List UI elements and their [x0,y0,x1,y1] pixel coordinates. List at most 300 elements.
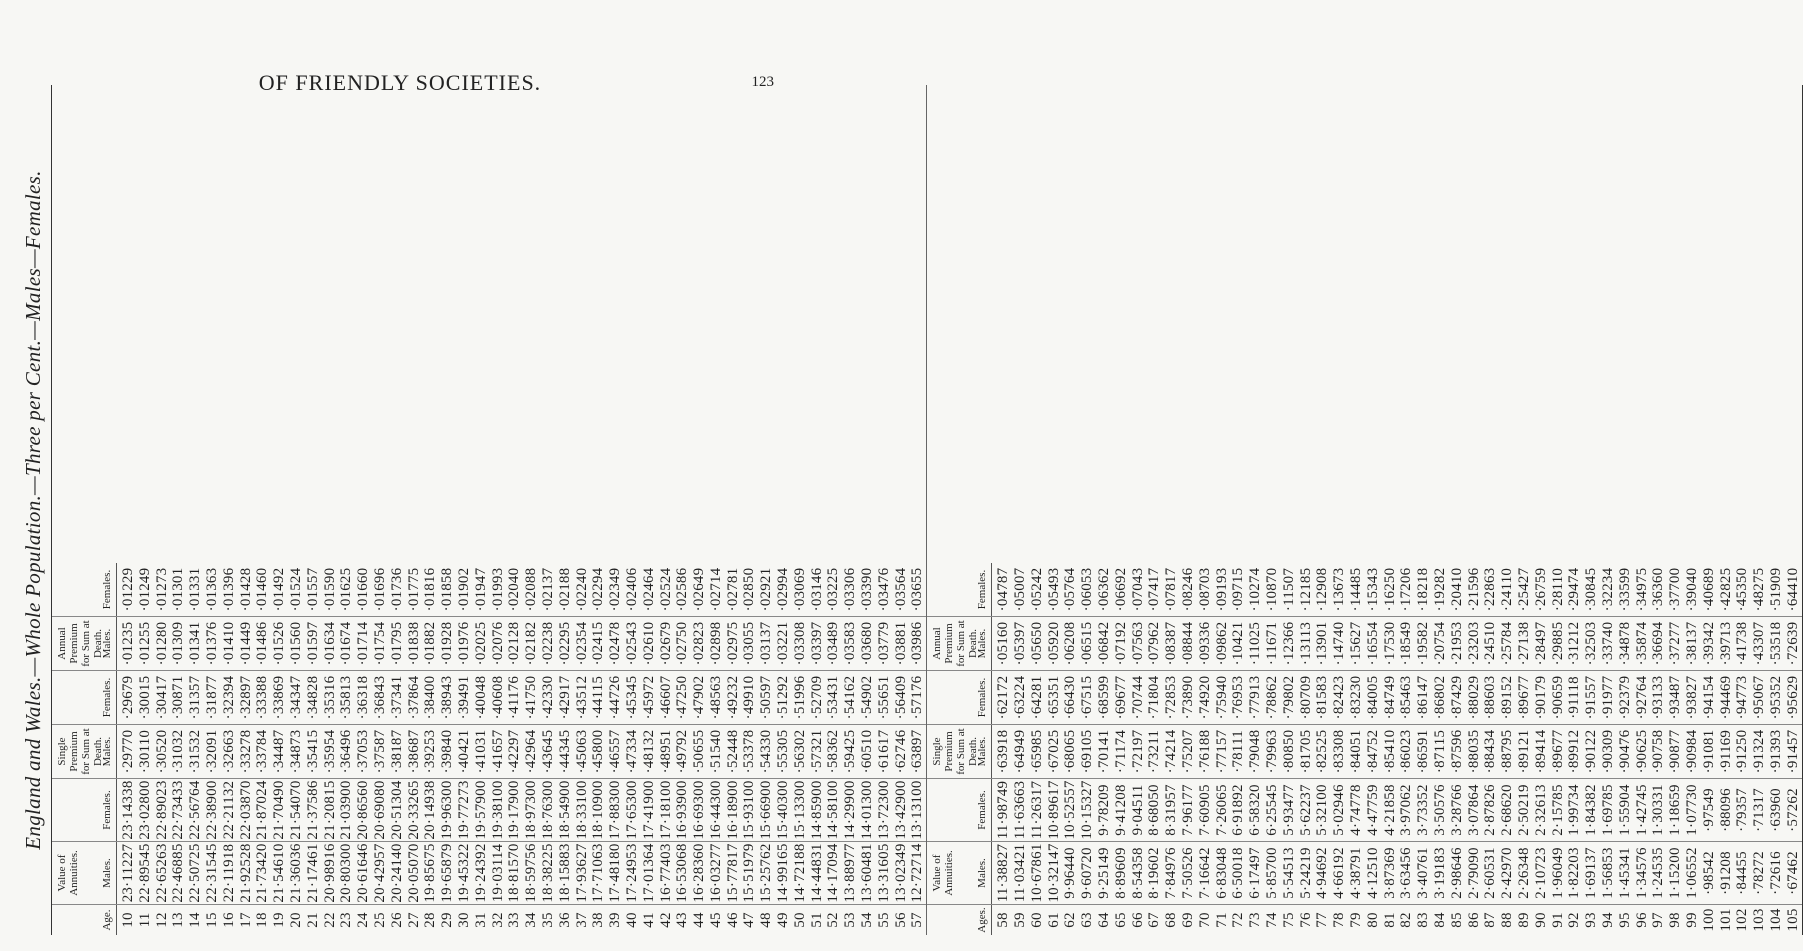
table-cell: ·01396 [220,567,237,612]
table-cell: ·42964 [523,729,540,774]
age-cell: 36 [556,912,573,928]
table-cell: ·76188 [1196,729,1213,774]
single-males-cells [992,725,1801,778]
table-cell: ·01301 [170,567,187,612]
table-cell: ·22863 [1482,567,1499,612]
table-cell: ·72639 [1784,621,1801,666]
table-cell: ·13673 [1331,567,1348,612]
table-cell: ·38400 [422,675,439,720]
single-females-column [927,671,1801,725]
table-cell: ·32091 [203,729,220,774]
single-males-column [52,725,926,779]
table-cell: ·47250 [674,675,691,720]
table-cell: ·70141 [1096,729,1113,774]
table-cell: ·78862 [1264,675,1280,720]
table-cell: ·03069 [791,567,808,612]
table-cell: 22·50725 [187,843,204,903]
table-cell: ·02464 [640,567,657,612]
table-cell: ·77157 [1213,729,1230,774]
age-cell: 20 [287,912,304,928]
age-cell: 89 [1515,912,1532,928]
table-cell: ·90122 [1583,729,1600,774]
table-cell: ·01526 [271,621,288,666]
age-cell: 105 [1784,908,1801,932]
table-cell: ·01428 [237,567,254,612]
age-cell: 46 [724,912,741,928]
table-cell: ·01486 [254,621,271,666]
age-cell: 30 [455,912,472,928]
table-cell: 6·91892 [1230,784,1247,836]
table-cell: ·67025 [1045,729,1062,774]
table-cell: ·03306 [842,567,859,612]
age-cells [992,905,1801,935]
table-cell: ·33784 [254,729,271,774]
table-cell: ·03137 [758,621,775,666]
table-cell: ·79963 [1264,729,1280,774]
single-females-header [52,671,117,724]
table-cell: ·07043 [1129,567,1146,612]
premium-table [51,85,1803,935]
table-cell: 22·56764 [187,780,204,840]
age-cell: 90 [1532,912,1549,928]
age-cell: 15 [203,912,220,928]
table-cell: ·38687 [405,729,422,774]
table-cell: ·54902 [859,675,876,720]
table-cell: 20·69080 [371,780,388,840]
table-cell: ·12185 [1297,567,1314,612]
age-cell: 99 [1683,912,1700,928]
table-cell: 18·97300 [523,780,540,840]
table-cell: ·02188 [556,567,573,612]
table-cell: ·31032 [170,729,187,774]
age-cell: 10 [120,912,136,928]
table-cell: ·14485 [1347,567,1364,612]
females-subheader: Females. [976,677,989,718]
table-cell: 21·54610 [271,843,288,903]
table-cell: 16·18900 [724,780,741,840]
table-cell: 3·07864 [1465,784,1482,836]
table-cell: ·02076 [489,621,506,666]
table-cell: 21·73420 [254,843,271,903]
table-cell: ·02349 [607,567,624,612]
table-cell: ·02354 [573,621,590,666]
table-cell: ·67515 [1079,675,1096,720]
table-cell: ·30015 [136,675,153,720]
table-cell: ·64949 [1012,729,1029,774]
table-cell: ·69677 [1112,675,1129,720]
table-cell: ·36694 [1650,621,1667,666]
age-cell: 92 [1566,912,1583,928]
table-cell: 18·81570 [506,843,523,903]
table-cell: ·02543 [623,621,640,666]
table-cell: ·64281 [1028,675,1045,720]
table-cell: ·93827 [1683,675,1700,720]
table-cell: ·02921 [758,567,775,612]
table-cell: ·77913 [1247,675,1264,720]
table-cell: ·91169 [1717,729,1734,774]
age-cell: 103 [1751,908,1768,932]
table-cell: 1·56853 [1599,847,1616,899]
age-cell: 13 [170,912,187,928]
table-cell: ·01714 [355,621,372,666]
annual-females-column [927,563,1801,617]
table-cell: ·03221 [775,621,792,666]
table-cell: 2·60531 [1482,847,1499,899]
table-cell: 8·54358 [1129,847,1146,899]
table-cell: 1·82203 [1566,847,1583,899]
table-cell: ·71804 [1146,675,1163,720]
table-cell: ·23203 [1465,621,1482,666]
table-cell: ·11671 [1264,621,1280,666]
age-cell: 54 [859,912,876,928]
table-cell: ·03680 [859,621,876,666]
table-cell: ·41738 [1734,621,1751,666]
table-cell: ·38943 [439,675,456,720]
table-cell: 14·44831 [808,843,825,903]
table-cell: ·84005 [1364,675,1381,720]
table-cell: ·37053 [355,729,372,774]
table-cell: ·01858 [439,567,456,612]
table-cell: ·30871 [170,675,187,720]
females-subheader: Females. [976,790,989,830]
table-cell: ·14740 [1331,621,1348,666]
table-cell: ·87429 [1448,675,1465,720]
table-cell: ·43307 [1751,621,1768,666]
table-cell: 19·85675 [422,843,439,903]
table-cell: 15·77817 [724,843,741,903]
table-cell: ·03986 [909,621,926,666]
table-cell: ·43645 [539,729,556,774]
age-cell: 73 [1247,912,1264,928]
table-cell: ·45800 [590,729,607,774]
table-cell: ·88603 [1482,675,1499,720]
table-cell: 14·72188 [791,843,808,903]
table-cell: 14·29900 [842,780,859,840]
table-cell: 22·46885 [170,843,187,903]
table-cell: ·51292 [775,675,792,720]
value-males-column [927,842,1801,905]
table-cell: ·87115 [1431,729,1448,774]
table-cell: ·19582 [1415,621,1432,666]
age-cell: 98 [1667,912,1684,928]
annual-males-column [52,617,926,671]
table-cell: ·89912 [1566,729,1583,774]
table-cell: ·41176 [506,675,523,720]
table-cell: 4·12510 [1364,847,1381,899]
annual-males-header [52,617,117,670]
table-cell: ·09193 [1213,567,1230,612]
table-cell: 4·47759 [1364,784,1381,836]
table-cell: 23·02800 [136,780,153,840]
table-cell: ·01280 [153,621,170,666]
table-cell: 2·68620 [1499,784,1516,836]
age-cell: 40 [623,912,640,928]
table-cell: ·53431 [825,675,842,720]
table-cell: ·34828 [304,675,321,720]
table-cell: 9·96440 [1062,847,1079,899]
table-cell: ·39840 [439,729,456,774]
table-cell: ·05007 [1012,567,1029,612]
table-cell: ·90659 [1549,675,1566,720]
table-cell: 14·17094 [825,843,842,903]
table-cell: 5·32100 [1314,784,1331,836]
table-cell: 21·70490 [271,780,288,840]
table-cell: 20·61646 [355,843,372,903]
age-cell: 67 [1146,912,1163,928]
table-cell: 5·54513 [1280,847,1297,899]
table-cell: ·13901 [1314,621,1331,666]
table-cell: ·19282 [1431,567,1448,612]
table-cell: ·01341 [187,621,204,666]
table-cell: 1·34576 [1633,847,1650,899]
age-cell: 61 [1045,912,1062,928]
table-cell: ·03489 [825,621,842,666]
age-header [927,905,992,935]
table-cell: ·67462 [1784,851,1801,895]
value-males-header [927,842,992,904]
table-cell: ·69105 [1079,729,1096,774]
table-cell: 21·36036 [287,843,304,903]
age-header-label: Ages. [976,907,989,933]
table-cell: ·91557 [1583,675,1600,720]
table-cell: 10·89617 [1045,780,1062,840]
table-cell: 22·89545 [136,843,153,903]
table-cell: ·29474 [1566,567,1583,612]
table-cell: 6·50018 [1230,847,1247,899]
males-subheader: Males. [101,736,113,767]
table-cell: ·38187 [388,729,405,774]
table-cell: 19·57900 [472,780,489,840]
table-cell: ·70744 [1129,675,1146,720]
table-cell: ·63960 [1767,788,1784,832]
table-cell: ·42825 [1717,567,1734,612]
table-cell: ·95352 [1767,675,1784,720]
value-females-header [52,779,117,841]
table-cell: 5·93477 [1280,784,1297,836]
table-cell: ·49792 [674,729,691,774]
table-cell: ·02649 [691,567,708,612]
table-cell: 20·86560 [355,780,372,840]
table-cell: ·10274 [1247,567,1264,612]
table-cell: ·31532 [187,729,204,774]
males-subheader: Males. [976,628,989,659]
table-cell: 8·31957 [1163,784,1180,836]
single-males-cells [117,725,926,778]
table-cell: ·06842 [1096,621,1113,666]
age-cell: 32 [489,912,506,928]
table-cell: ·83308 [1331,729,1348,774]
age-cells [117,905,926,935]
age-cell: 79 [1347,912,1364,928]
table-cell: 4·94692 [1314,847,1331,899]
table-cell: 20·24140 [388,843,405,903]
table-cell: 12·72714 [909,843,926,903]
table-cell: 18·15883 [556,843,573,903]
table-cell: ·57321 [808,729,825,774]
table-cell: ·49232 [724,675,741,720]
table-cell: ·91324 [1751,729,1768,774]
table-cell: 19·24392 [472,843,489,903]
table-cell: 2·10723 [1532,847,1549,899]
table-cell: ·02714 [707,567,724,612]
table-cell: 21·92528 [237,843,254,903]
table-cell: ·02294 [590,567,607,612]
table-cell: ·49910 [741,675,758,720]
table-cell: 14·99165 [775,843,792,903]
table-cell: ·02240 [573,567,590,612]
table-cell: ·41750 [523,675,540,720]
table-cell: 9·04511 [1129,784,1146,836]
table-cell: ·45350 [1734,567,1751,612]
table-cell: ·86802 [1431,675,1448,720]
table-cell: 7·84976 [1163,847,1180,899]
table-cell: ·32897 [237,675,254,720]
table-cell: ·34873 [287,729,304,774]
age-cell: 49 [775,912,792,928]
table-cell: ·46557 [607,729,624,774]
table-cell: ·90179 [1532,675,1549,720]
age-cell: 100 [1700,908,1717,932]
age-cell: 75 [1280,912,1297,928]
table-cell: ·62746 [892,729,909,774]
age-cell: 50 [791,912,808,928]
age-cell: 42 [657,912,674,928]
table-cell: ·01795 [388,621,405,666]
table-cell: ·50597 [758,675,775,720]
table-cell: ·30417 [153,675,170,720]
table-cell: ·34878 [1616,621,1633,666]
annual-males-header [927,617,992,670]
table-cell: ·48563 [707,675,724,720]
table-cell: ·01410 [220,621,237,666]
table-cell: ·20754 [1431,621,1448,666]
table-cell: ·03779 [875,621,892,666]
table-cell: ·02610 [640,621,657,666]
age-cell: 55 [875,912,892,928]
table-cell: ·91081 [1700,729,1717,774]
table-cell: 1·45341 [1616,847,1633,899]
table-cell: ·72616 [1767,851,1784,895]
age-cell: 31 [472,912,489,928]
table-cell: ·90476 [1616,729,1633,774]
age-cell: 56 [892,912,909,928]
table-cell: ·91977 [1599,675,1616,720]
males-subheader: Males. [976,736,989,767]
table-cell: ·01557 [304,567,321,612]
table-cell: ·35874 [1633,621,1650,666]
annual-premium-group-label: Annual Premium for Sum at Death. [931,620,980,667]
table-cell: ·34975 [1633,567,1650,612]
table-cell: 6·25545 [1264,784,1280,836]
table-cell: 7·60905 [1196,784,1213,836]
table-cell: 11·63663 [1012,780,1029,840]
age-cell: 12 [153,912,170,928]
table-cell: ·63897 [909,729,926,774]
table-cell: ·48132 [640,729,657,774]
table-cell: 1·96049 [1549,847,1566,899]
females-subheader: Females. [101,790,113,830]
table-cell: ·01590 [321,567,338,612]
table-cell: 11·38827 [995,843,1012,903]
age-column [52,905,926,935]
age-cell: 26 [388,912,405,928]
table-cell: ·02040 [506,567,523,612]
age-cell: 82 [1398,912,1415,928]
table-cell: ·08844 [1180,621,1197,666]
table-cell: ·01492 [271,567,288,612]
table-cell: ·37587 [371,729,388,774]
age-cell: 71 [1213,912,1230,928]
value-males-cells [117,842,926,904]
table-cell: ·68065 [1062,729,1079,774]
table-cell: ·02137 [539,567,556,612]
table-cell: ·07417 [1146,567,1163,612]
table-cell: ·01634 [321,621,338,666]
table-cell: ·30110 [136,729,153,774]
table-cell: 1·18659 [1667,784,1684,836]
single-males-column [927,725,1801,779]
annual-males-cells [992,617,1801,670]
table-cell: 13·02349 [892,843,909,903]
table-cell: ·32394 [220,675,237,720]
table-cell: ·78272 [1751,851,1768,895]
table-cell: ·73890 [1180,675,1197,720]
table-cell: 1·69785 [1599,784,1616,836]
age-cell: 66 [1129,912,1146,928]
table-cell: ·02586 [674,567,691,612]
table-cell: 19·45322 [455,843,472,903]
table-cell: ·12366 [1280,621,1297,666]
age-cell: 28 [422,912,439,928]
table-cell: 3·63456 [1398,847,1415,899]
table-cell: ·68599 [1096,675,1113,720]
table-cell: 1·55904 [1616,784,1633,836]
age-cell: 48 [758,912,775,928]
age-cell: 45 [707,912,724,928]
table-cell: 15·13300 [791,780,808,840]
age-cell: 51 [808,912,825,928]
table-cell: ·93133 [1650,675,1667,720]
table-cell: 2·15785 [1549,784,1566,836]
running-title: OF FRIENDLY SOCIETIES. [258,70,542,95]
table-cell: ·46607 [657,675,674,720]
table-cell: ·89677 [1515,675,1532,720]
table-cell: ·11025 [1247,621,1264,666]
table-cell: ·03564 [892,567,909,612]
table-cell: ·71317 [1751,788,1768,832]
table-cell: ·92764 [1633,675,1650,720]
table-cell: ·29770 [120,729,136,774]
table-cell: 7·96177 [1180,784,1197,836]
table-cell: ·54162 [842,675,859,720]
table-cell: ·37864 [405,675,422,720]
table-cell: ·41031 [472,729,489,774]
table-cell: 13·60481 [859,843,876,903]
table-cell: ·47902 [691,675,708,720]
table-cell: ·89152 [1499,675,1516,720]
table-cell: 5·24219 [1297,847,1314,899]
table-cell: ·36496 [338,729,355,774]
annual-females-header [927,563,992,616]
table-cell: ·01696 [371,567,388,612]
age-cell: 35 [539,912,556,928]
table-cell: ·16250 [1381,567,1398,612]
table-cell: ·92379 [1616,675,1633,720]
table-cell: 4·38791 [1347,847,1364,899]
table-cell: ·37700 [1667,567,1684,612]
table-cell: ·55305 [775,729,792,774]
table-cell: ·06515 [1079,621,1096,666]
